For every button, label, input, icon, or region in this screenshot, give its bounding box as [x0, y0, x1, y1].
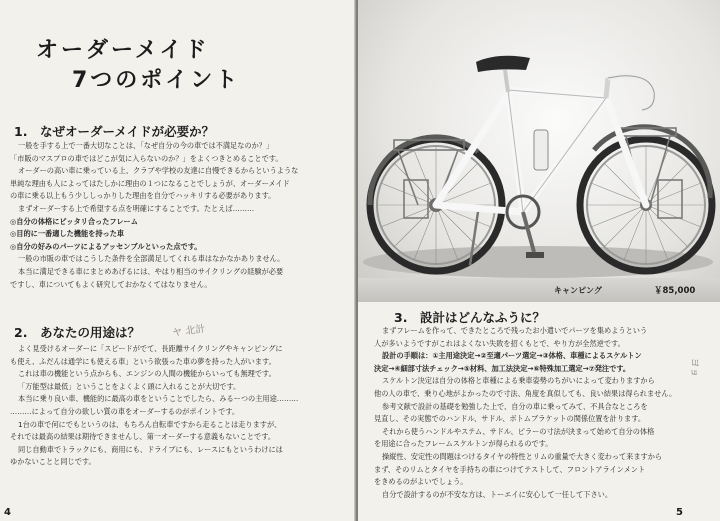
paragraph-line: よく見受けるオーダーに「スピードがでて、長距離サイクリングやキャンピングに [18, 344, 283, 353]
title-line-1: オーダーメイド [36, 38, 210, 63]
saddle [476, 56, 530, 72]
bicycle-image [358, 0, 720, 302]
paragraph-line: を用途に合ったフレームスケルトンが得られるのです。 [374, 439, 553, 449]
paragraph-line: 本当に乗り良い車、機能的に最高の車をということでしたら、みるーつの主用途……… [18, 394, 299, 404]
paragraph-line: 一般の市販の車ではこうした条件を全部満足してくれる車はなかなかありません。 [18, 254, 285, 264]
paragraph-line: 人が多いようですがこれはよくない失敗を招くもとで、やり方が全然逆です。 [374, 338, 625, 348]
list-item: ◎自分の体格にピッタリ合ったフレーム [10, 216, 138, 226]
paragraph-line: まず、そのリムとタイヤを手持ちの車につけてテストして、フロントアラインメント [374, 464, 646, 474]
paragraph-line: まずフレームを作って、できたところで残ったお小遣いでパーツを集めようという [382, 326, 648, 335]
list-item: ◎目的に一番適した機能を持った車 [10, 229, 125, 239]
paragraph-line: 見直し、その実態でのハンドル、サドル、ボトムブラケットの関係位置を計ります。 [374, 414, 646, 424]
paragraph-line: 単純な理由も人によってはたしかに理由の１つになることでしょうが、オーダーメイド [10, 178, 290, 188]
page-title [36, 36, 240, 96]
paragraph-line: これは車の機能という点からも、エンジンの人間の機能からいっても無理です。 [18, 369, 276, 379]
paragraph-line: 他の人の車で、乗り心地がよかったので寸法、角度を真似しても、良い結果は得られません。 [374, 388, 677, 398]
left-page [0, 0, 356, 521]
paragraph-line: 同じ自動車でトラックにも、商用にも、ドライブにも、レースにもというわけには [18, 444, 283, 454]
paragraph-line: も使え、ふだんは通学にも使える車」という欲張った車の夢を持った人がいます。 [10, 356, 276, 366]
bicycle-photo [358, 0, 720, 302]
section-1-body [10, 140, 298, 291]
photo-caption: キャンピング [554, 286, 602, 295]
water-bottle [534, 130, 548, 170]
section-3-body [374, 325, 676, 501]
paragraph-line: 本当に満足できる車にまとめあげるには、やはり相当のサイクリングの経験が必要 [18, 266, 284, 276]
paragraph-line: ゆかないことと同じです。 [10, 457, 96, 467]
stem [606, 78, 608, 98]
paragraph-line: それから使うハンドルやステム、サドル、ピラーの寸法が決まって始めて自分の体格 [382, 426, 655, 436]
list-item: ◎自分の好みのパーツによるアッセンブルといった点です。 [10, 241, 202, 251]
paragraph-line: 一般を手する上で一番大切なことは、「なぜ自分の今の車では不満足なのか？」 [18, 141, 274, 150]
section-2-body [10, 343, 298, 469]
paragraph-line: 「市販のマスプロの車ではどこが気に入らないのか？」をよくつきとめることです。 [10, 153, 283, 163]
paragraph-line: 参考文献で設計の基礎を勉強した上で、自分の車に乗ってみて、不具合なところを [382, 401, 648, 411]
page-number: 4 [4, 507, 11, 518]
paragraph-line: スケルトン決定は自分の体格と車種による乗車姿勢のちがいによって変わりますから [382, 376, 655, 386]
paragraph-line: の車に乗る以上もう少ししっかりした理由を自分でハッキリする必要があります。 [10, 191, 276, 201]
section-1-heading: 1. なぜオーダーメイドが必要か？ [14, 124, 215, 139]
paragraph-line: 決定→④細部寸法チェック→⑤材料、加工法決定→⑥特殊加工選定→⑦発注です。 [374, 363, 631, 373]
paragraph-line: をきめるのがよいでしょう。 [374, 477, 468, 487]
paragraph-line: 設計の手順は：①主用途決定→②至適パーツ選定→③体格、車種によるスケルトン [382, 351, 642, 361]
paragraph-line: 操縦性、安定性の問題はつけるタイヤの特性とリムの重量で大きく変わって来ますから [382, 451, 663, 461]
section-2-heading: 2. あなたの用途は？ [14, 325, 140, 340]
paragraph-line: オーダーの高い車に乗っている上、クラブや学校の友達に自慢できるからというような [18, 166, 299, 176]
price-label: ￥85,000 [654, 286, 696, 296]
title-line-2: 7つのポイント [72, 68, 241, 93]
handwritten-stamp: ヨョ [688, 357, 700, 378]
section-3-heading: 3. 設計はどんなふうに？ [394, 310, 545, 325]
paragraph-line: ですし、車についてもよく研究しておかなくてはなりません。 [10, 279, 212, 289]
paragraph-line: 1台の車で何にでもというのは、もちろん自転車ですから走ることは走りますが、 [18, 419, 282, 429]
paragraph-line: 自分で設計するのが不安な方は、トーエイに安心して一任して下さい。 [382, 489, 613, 499]
handwritten-stamp: ヤ 北計 [171, 323, 207, 340]
paragraph-line: それでは最高の結果は期待できませんし、第一オーダーする意義もないことです。 [10, 432, 276, 442]
page-number: 5 [676, 507, 683, 518]
paragraph-line: まずオーダーする上で希望する点を明確にすることです。たとえば……… [18, 203, 255, 213]
right-page [358, 0, 720, 521]
paragraph-line: ………によって自分の欲しい質の車をオーダーするのがポイントです。 [10, 406, 240, 416]
pedal [526, 252, 544, 258]
paragraph-line: 「万能型は最低」ということをよくよく頭に入れることが大切です。 [18, 381, 241, 391]
